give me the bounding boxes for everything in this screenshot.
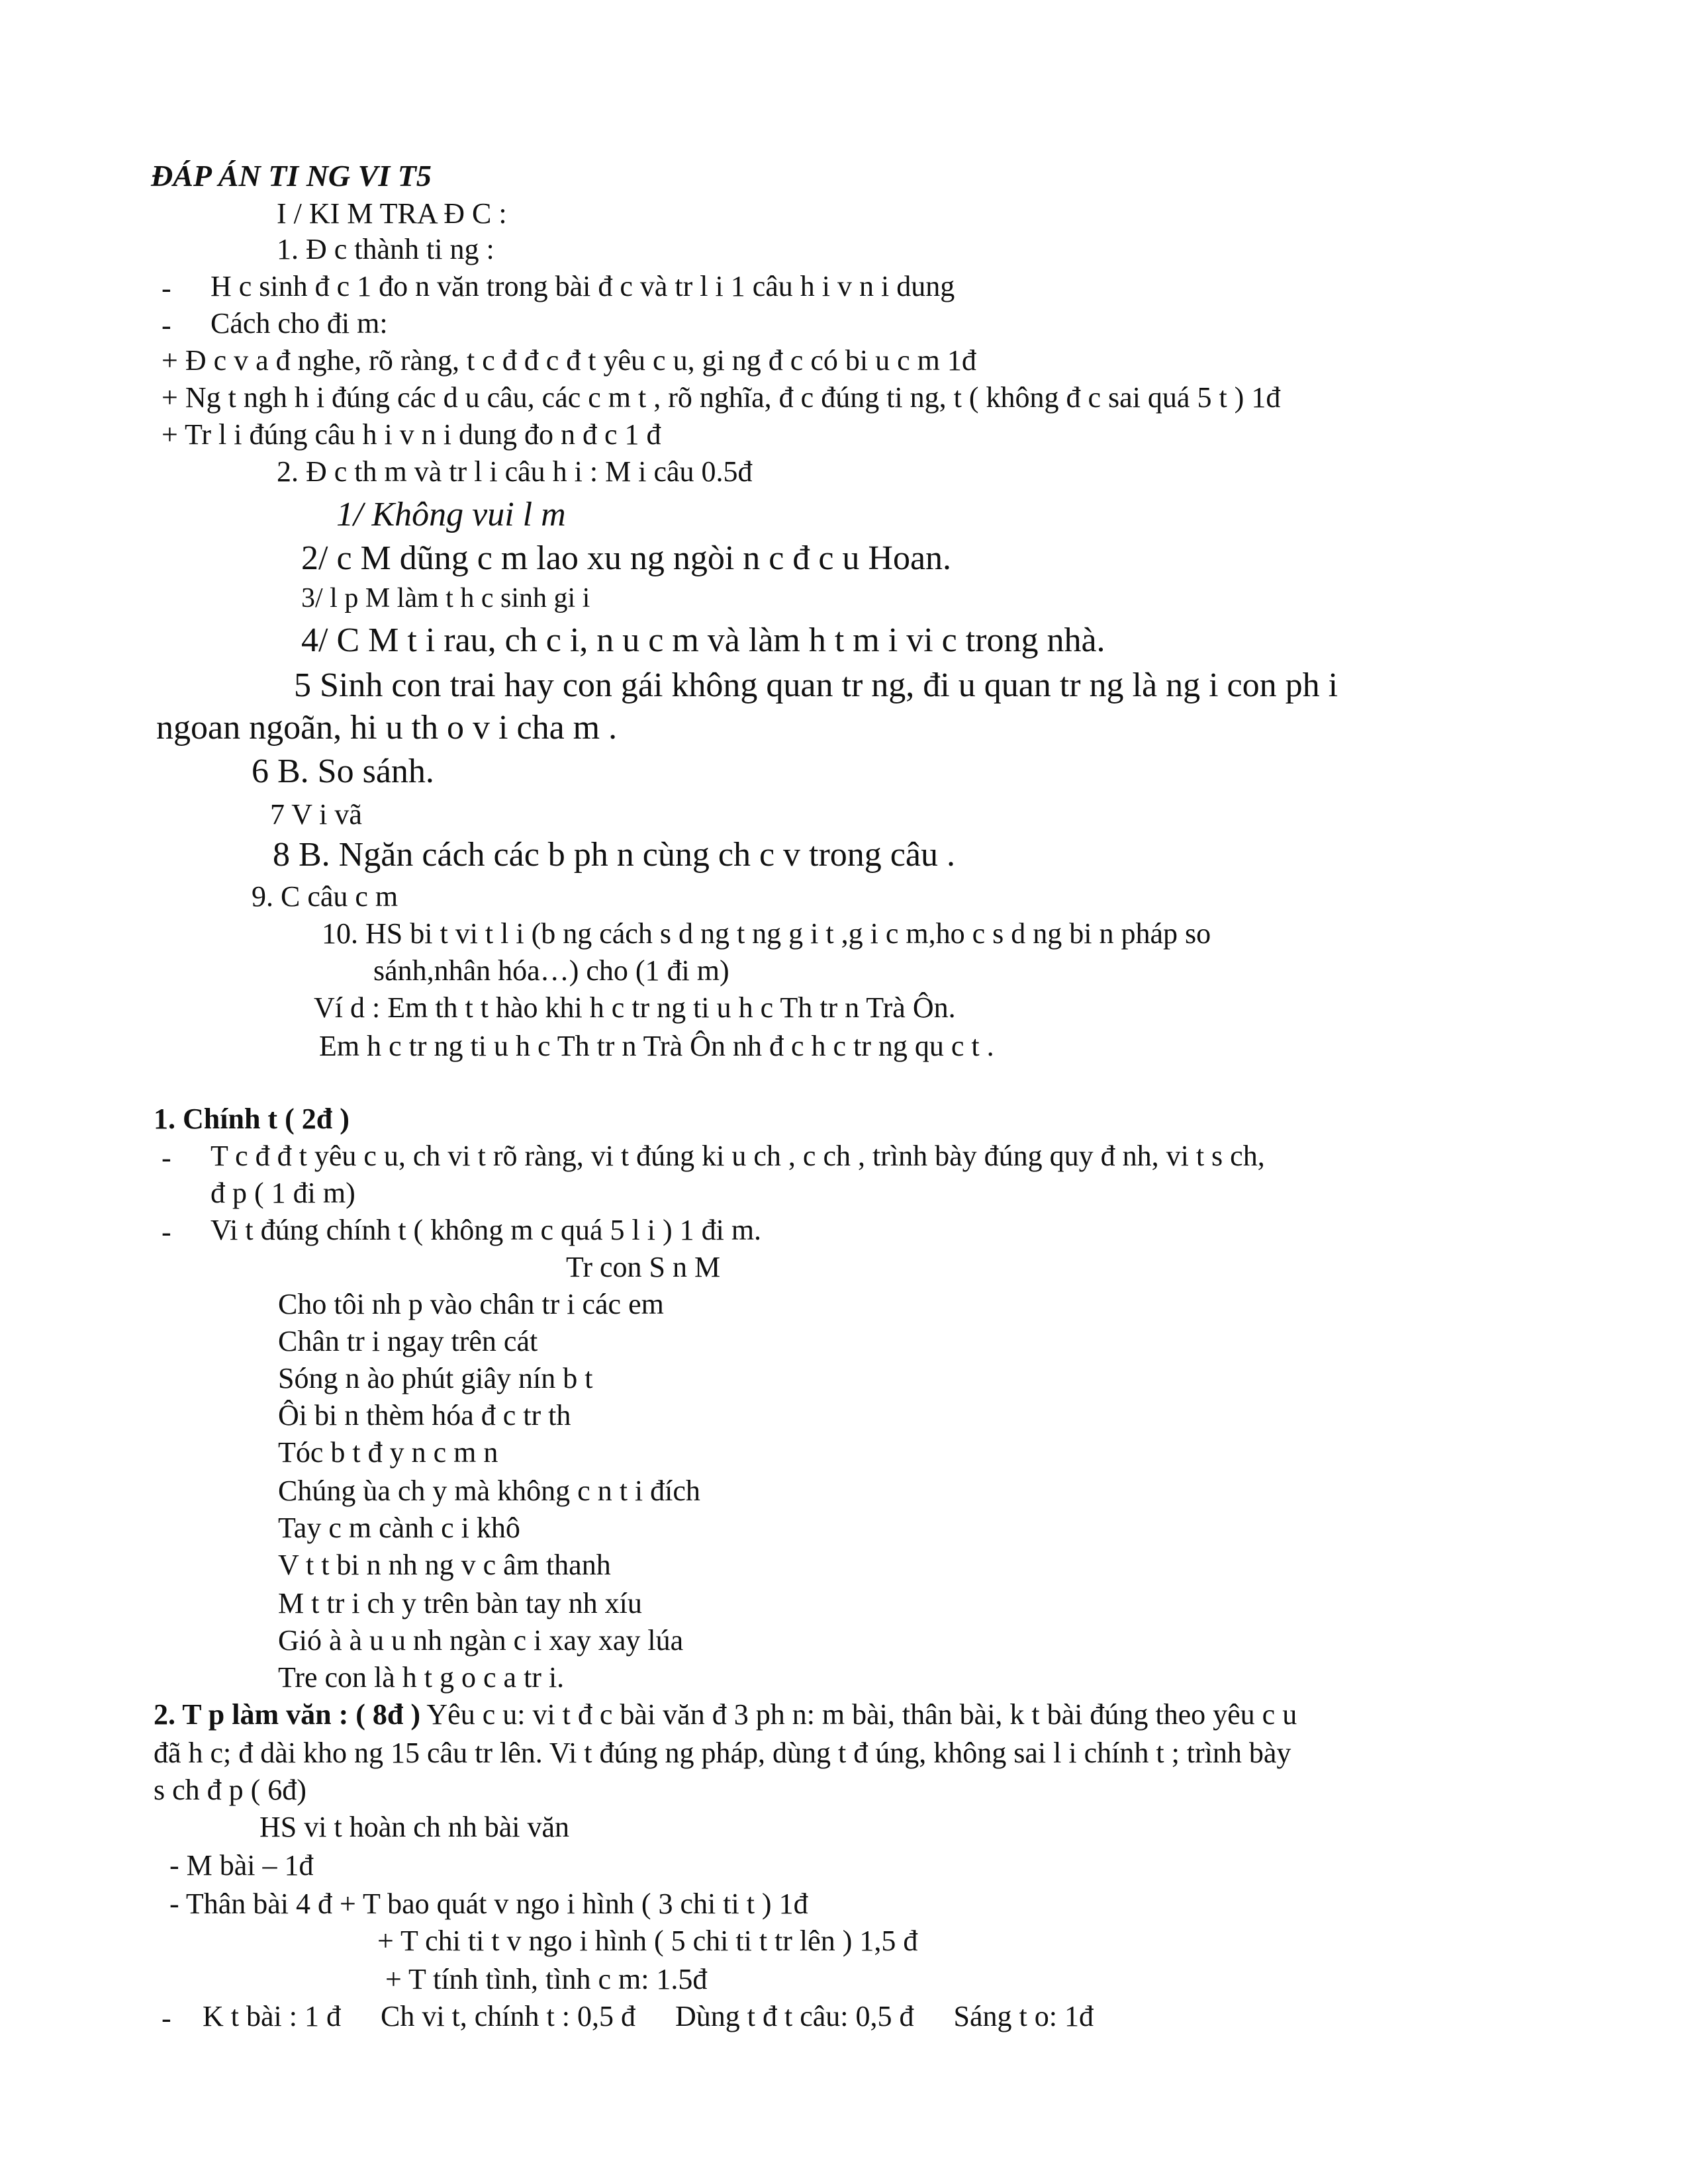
answer-10-line1: 10. HS bi t vi t l i (b ng cách s d ng t ng g i t ,g i c m,ho c s d ng bi n pháp so xyxy=(322,917,1211,950)
answer-1: 1/ Không vui l m xyxy=(336,496,566,533)
section-heading-dictation: 1. Chính t ( 2đ ) xyxy=(154,1103,350,1135)
section-heading-reading: I / KI M TRA Đ C : xyxy=(277,197,507,230)
answer-6: 6 B. So sánh. xyxy=(252,752,434,790)
reading-bullet-1: H c sinh đ c 1 đo n văn trong bài đ c và tr l i 1 câu h i v n i dung xyxy=(211,270,955,302)
composition-closing-line xyxy=(203,2000,1094,2034)
answer-8: 8 B. Ngăn cách các b ph n cùng ch c v trong câu . xyxy=(273,836,955,874)
answer-9: 9. C câu c m xyxy=(252,880,399,913)
bullet-dash: - xyxy=(162,1216,171,1248)
poem-line: Cho tôi nh p vào chân tr i các em xyxy=(278,1288,664,1320)
poem-line: Sóng n ào phút giây nín b t xyxy=(278,1362,593,1394)
poem-line: Chân tr i ngay trên cát xyxy=(278,1325,538,1357)
poem-line: Gió à à u u nh ngàn c i xay xay lúa xyxy=(278,1624,684,1657)
criteria-2: + Ng t ngh h i đúng các d u câu, các c m t , rõ nghĩa, đ c đúng ti ng, t ( không đ c sai quá 5 t ) 1đ xyxy=(162,381,1281,414)
poem-title: Tr con S n M xyxy=(566,1251,721,1283)
bullet-dash: - xyxy=(162,1142,171,1174)
dictation-bullet-1: T c đ đ t yêu c u, ch vi t rõ ràng, vi t đúng ki u ch , c ch , trình bày đúng quy đ nh, vi t s ch, xyxy=(211,1140,1265,1172)
poem-line: Tay c m cành c i khô xyxy=(278,1512,520,1544)
composition-intro-line3: s ch đ p ( 6đ) xyxy=(154,1774,306,1806)
bullet-dash: - xyxy=(162,2002,171,2034)
dictation-bullet-1-cont: đ p ( 1 đi m) xyxy=(211,1177,355,1209)
poem-line: Tre con là h t g o c a tr i. xyxy=(278,1661,565,1694)
composition-writing: Ch vi t, chính t : 0,5 đ xyxy=(380,2000,635,2032)
poem-line: M t tr i ch y trên bàn tay nh xíu xyxy=(278,1587,642,1619)
composition-intro-line2: đã h c; đ dài kho ng 15 câu tr lên. Vi t đúng ng pháp, dùng t đ úng, không sai l i chính t ; trình bày xyxy=(154,1737,1291,1769)
answer-5-line2: ngoan ngoãn, hi u th o v i cha m . xyxy=(156,709,618,747)
composition-body: - Thân bài 4 đ + T bao quát v ngo i hình ( 3 chi ti t ) 1đ xyxy=(169,1888,808,1920)
composition-opening: - M bài – 1đ xyxy=(169,1849,314,1882)
criteria-3: + Tr l i đúng câu h i v n i dung đo n đ c 1 đ xyxy=(162,418,661,451)
poem-line: Tóc b t đ y n c m n xyxy=(278,1436,498,1469)
reading-aloud-heading: 1. Đ c thành ti ng : xyxy=(277,233,494,265)
poem-line: Ôi bi n thèm hóa đ c tr th xyxy=(278,1399,571,1432)
section-heading-composition: 2. T p làm văn : ( 8đ ) xyxy=(154,1698,421,1731)
composition-hs-line: HS vi t hoàn ch nh bài văn xyxy=(259,1811,570,1843)
silent-reading-heading: 2. Đ c th m và tr l i câu h i : M i câu 0.5đ xyxy=(277,455,753,488)
poem-line: Chúng ùa ch y mà không c n t i đích xyxy=(278,1475,700,1507)
composition-body-2: + T chi ti t v ngo i hình ( 5 chi ti t tr lên ) 1,5 đ xyxy=(377,1925,918,1957)
answer-10-line2: sánh,nhân hóa…) cho (1 đi m) xyxy=(373,954,729,987)
bullet-dash: - xyxy=(162,272,171,304)
composition-intro-line1 xyxy=(154,1698,1297,1732)
composition-closing: K t bài : 1 đ xyxy=(203,2000,341,2032)
answer-3: 3/ l p M làm t h c sinh gi i xyxy=(301,583,590,614)
composition-wording: Dùng t đ t câu: 0,5 đ xyxy=(675,2000,914,2032)
poem-line: V t t bi n nh ng v c âm thanh xyxy=(278,1549,611,1581)
dictation-bullet-2: Vi t đúng chính t ( không m c quá 5 l i ) 1 đi m. xyxy=(211,1214,762,1246)
composition-creativity: Sáng t o: 1đ xyxy=(953,2000,1094,2032)
reading-bullet-2: Cách cho đi m: xyxy=(211,307,388,340)
composition-body-3: + T tính tình, tình c m: 1.5đ xyxy=(385,1963,708,1995)
answer-7: 7 V i vã xyxy=(270,798,362,831)
answer-4: 4/ C M t i rau, ch c i, n u c m và làm h t m i vi c trong nhà. xyxy=(301,621,1105,659)
criteria-1: + Đ c v a đ nghe, rõ ràng, t c đ đ c đ t yêu c u, gi ng đ c có bi u c m 1đ xyxy=(162,344,976,377)
answer-10-example-1: Ví d : Em th t t hào khi h c tr ng ti u h c Th tr n Trà Ôn. xyxy=(314,991,956,1024)
bullet-dash: - xyxy=(162,309,171,341)
answer-10-example-2: Em h c tr ng ti u h c Th tr n Trà Ôn nh đ c h c tr ng qu c t . xyxy=(319,1030,994,1062)
composition-requirement: Yêu c u: vi t đ c bài văn đ 3 ph n: m bài, thân bài, k t bài đúng theo yêu c u xyxy=(420,1698,1297,1731)
answer-5-line1: 5 Sinh con trai hay con gái không quan tr ng, đi u quan tr ng là ng i con ph i xyxy=(294,666,1338,704)
page-title: ĐÁP ÁN TI NG VI T5 xyxy=(151,159,432,193)
answer-2: 2/ c M dũng c m lao xu ng ngòi n c đ c u Hoan. xyxy=(301,539,952,577)
